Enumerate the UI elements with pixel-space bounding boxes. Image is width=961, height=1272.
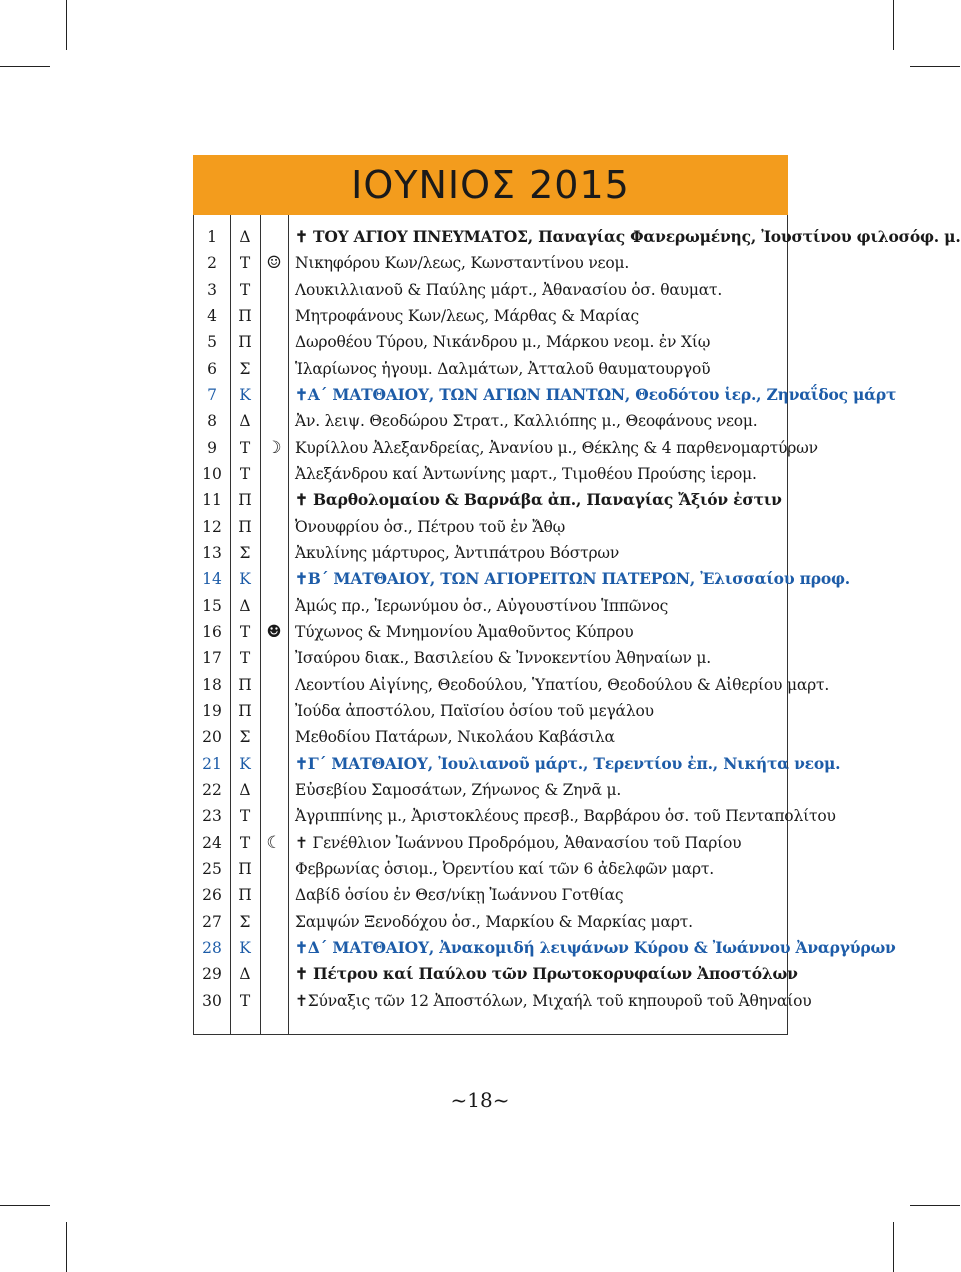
calendar-row bbox=[194, 408, 787, 434]
weekday-letter: Σ bbox=[239, 912, 251, 931]
feast-text: Ὀνουφρίου ὁσ., Πέτρου τοῦ ἐν Ἄθῳ bbox=[295, 517, 566, 536]
day-number: 28 bbox=[202, 938, 222, 957]
calendar-row bbox=[194, 566, 850, 592]
calendar-row bbox=[194, 487, 787, 513]
day-number: 3 bbox=[207, 280, 217, 299]
feast-text: ✝ Πέτρου καί Παύλου τῶν Πρωτοκορυφαίων Ἀποστόλων bbox=[295, 964, 798, 984]
calendar-row bbox=[194, 856, 787, 882]
calendar-row bbox=[194, 988, 812, 1014]
feast-text: ✝Α΄ ΜΑΤΘΑΙΟΥ, ΤΩΝ ΑΓΙΩΝ ΠΑΝΤΩΝ, Θεοδότου ἱερ., Ζηναΐδος μάρτ bbox=[295, 384, 897, 404]
crop-mark bbox=[910, 1205, 960, 1206]
day-number: 12 bbox=[202, 517, 222, 536]
feast-text: Ἀλεξάνδρου καί Ἀντωνίνης μαρτ., Τιμοθέου Προύσης ἱερομ. bbox=[295, 464, 757, 483]
calendar-row bbox=[194, 303, 787, 329]
calendar-row bbox=[194, 540, 787, 566]
calendar-row bbox=[194, 224, 961, 250]
feast-text: ✝ ΤΟΥ ΑΓΙΟΥ ΠΝΕΥΜΑΤΟΣ, Παναγίας Φανερωμένης, Ἰουστίνου φιλοσόφ. μ. bbox=[295, 227, 961, 246]
weekday-letter: Τ bbox=[239, 991, 251, 1010]
day-number: 9 bbox=[207, 438, 217, 457]
weekday-letter: Κ bbox=[239, 938, 251, 957]
day-number: 22 bbox=[202, 780, 222, 799]
day-number: 5 bbox=[207, 333, 217, 352]
crop-mark bbox=[910, 66, 960, 67]
day-number: 21 bbox=[202, 754, 222, 773]
day-number: 26 bbox=[202, 886, 222, 905]
moon-phase-icon: ☺ bbox=[266, 253, 282, 274]
weekday-letter: Κ bbox=[239, 754, 251, 773]
moon-phase-icon: ☽ bbox=[266, 437, 282, 458]
weekday-letter: Τ bbox=[239, 649, 251, 668]
weekday-letter: Π bbox=[238, 675, 252, 694]
calendar-row bbox=[194, 619, 787, 645]
feast-text: Δαβίδ ὁσίου ἐν Θεσ/νίκῃ Ἰωάννου Γοτθίας bbox=[295, 886, 624, 905]
crop-mark bbox=[0, 1205, 50, 1206]
day-number: 11 bbox=[202, 491, 222, 510]
day-number: 24 bbox=[202, 833, 222, 852]
weekday-letter: Τ bbox=[239, 280, 251, 299]
calendar-row bbox=[194, 672, 830, 698]
weekday-letter: Δ bbox=[239, 228, 251, 246]
calendar-row bbox=[194, 935, 896, 961]
day-number: 16 bbox=[202, 622, 222, 641]
weekday-letter: Π bbox=[238, 306, 252, 325]
day-number: 29 bbox=[202, 965, 222, 984]
month-title: ΙΟΥΝΙΟΣ 2015 bbox=[351, 163, 630, 207]
day-number: 18 bbox=[202, 675, 222, 694]
feast-text: Τύχωνος & Μνημονίου Ἀμαθοῦντος Κύπρου bbox=[295, 622, 634, 641]
calendar-row bbox=[194, 435, 818, 461]
calendar-row bbox=[194, 277, 787, 303]
weekday-letter: Τ bbox=[239, 438, 251, 457]
feast-text: Ἀγριππίνης μ., Ἀριστοκλέους πρεσβ., Βαρβάρου ὁσ. τοῦ Πενταπολίτου bbox=[295, 807, 836, 826]
calendar-row bbox=[194, 777, 787, 803]
day-number: 14 bbox=[202, 570, 222, 589]
feast-text: Ἀκυλίνης μάρτυρος, Ἀντιπάτρου Βόστρων bbox=[295, 543, 620, 562]
feast-text: ✝Γ΄ ΜΑΤΘΑΙΟΥ, Ἰουλιανοῦ μάρτ., Τερεντίου ἐπ., Νικήτα νεομ. bbox=[295, 753, 841, 773]
weekday-letter: Π bbox=[238, 701, 252, 720]
day-number: 4 bbox=[207, 306, 217, 325]
calendar-row bbox=[194, 803, 836, 829]
day-number: 15 bbox=[202, 596, 222, 615]
calendar-row bbox=[194, 698, 787, 724]
calendar-row bbox=[194, 356, 787, 382]
feast-text: Ἱλαρίωνος ἡγουμ. Δαλμάτων, Ἀτταλοῦ θαυματουργοῦ bbox=[295, 359, 711, 378]
crop-mark bbox=[66, 0, 67, 50]
day-number: 19 bbox=[202, 701, 222, 720]
feast-text: Εὐσεβίου Σαμοσάτων, Ζήνωνος & Ζηνᾶ μ. bbox=[295, 780, 622, 799]
weekday-letter: Π bbox=[238, 333, 252, 352]
weekday-letter: Κ bbox=[239, 385, 251, 404]
weekday-letter: Π bbox=[238, 491, 252, 510]
day-number: 20 bbox=[202, 728, 222, 747]
weekday-letter: Τ bbox=[239, 622, 251, 641]
feast-text: Μητροφάνους Κων/λεως, Μάρθας & Μαρίας bbox=[295, 306, 640, 325]
calendar-row bbox=[194, 514, 787, 540]
moon-phase-icon: ☻ bbox=[266, 621, 282, 642]
weekday-letter: Κ bbox=[239, 570, 251, 589]
day-number: 1 bbox=[207, 228, 217, 246]
feast-text: Ἰσαύρου διακ., Βασιλείου & Ἰννοκεντίου Ἀθηναίων μ. bbox=[295, 649, 712, 668]
weekday-letter: Δ bbox=[239, 780, 251, 799]
calendar-row bbox=[194, 961, 798, 987]
weekday-letter: Τ bbox=[239, 464, 251, 483]
day-number: 10 bbox=[202, 464, 222, 483]
feast-text: Λεοντίου Αἰγίνης, Θεοδούλου, Ὑπατίου, Θεοδούλου & Αἰθερίου μαρτ. bbox=[295, 675, 830, 694]
weekday-letter: Τ bbox=[239, 833, 251, 852]
weekday-letter: Π bbox=[238, 517, 252, 536]
feast-text: ✝Δ΄ ΜΑΤΘΑΙΟΥ, Ἀνακομιδή λειψάνων Κύρου & Ἰωάννου Ἀναργύρων bbox=[295, 937, 896, 957]
calendar-row bbox=[194, 329, 787, 355]
day-number: 30 bbox=[202, 991, 222, 1010]
day-number: 17 bbox=[202, 649, 222, 668]
page-number: ~18~ bbox=[450, 1088, 510, 1112]
calendar-row bbox=[194, 382, 897, 408]
feast-text: Σαμψών Ξενοδόχου ὁσ., Μαρκίου & Μαρκίας μαρτ. bbox=[295, 912, 693, 931]
calendar-row bbox=[194, 461, 787, 487]
day-number: 8 bbox=[207, 412, 217, 431]
moon-phase-icon: ☾ bbox=[266, 832, 282, 853]
feast-text: Ἀν. λειψ. Θεοδώρου Στρατ., Καλλιόπης μ., Θεοφάνους νεομ. bbox=[295, 412, 758, 431]
calendar-row bbox=[194, 724, 787, 750]
calendar-row bbox=[194, 593, 787, 619]
weekday-letter: Δ bbox=[239, 412, 251, 431]
weekday-letter: Π bbox=[238, 886, 252, 905]
weekday-letter: Σ bbox=[239, 359, 251, 378]
weekday-letter: Τ bbox=[239, 807, 251, 826]
feast-text: Ἰούδα ἀποστόλου, Παϊσίου ὁσίου τοῦ μεγάλου bbox=[295, 701, 654, 720]
feast-text: ✝Β΄ ΜΑΤΘΑΙΟΥ, ΤΩΝ ΑΓΙΟΡΕΙΤΩΝ ΠΑΤΕΡΩΝ, Ἐλισσαίου προφ. bbox=[295, 569, 850, 589]
day-number: 23 bbox=[202, 807, 222, 826]
day-number: 6 bbox=[207, 359, 217, 378]
day-number: 7 bbox=[207, 385, 217, 404]
crop-mark bbox=[66, 1222, 67, 1272]
feast-text: ✝ Βαρθολομαίου & Βαρνάβα ἀπ., Παναγίας Ἄξιόν ἐστιν bbox=[295, 490, 782, 510]
feast-text: Νικηφόρου Κων/λεως, Κωνσταντίνου νεομ. bbox=[295, 254, 630, 273]
weekday-letter: Σ bbox=[239, 543, 251, 562]
month-header bbox=[193, 155, 788, 215]
feast-text: Φεβρωνίας ὁσιομ., Ὀρεντίου καί τῶν 6 ἀδελφῶν μαρτ. bbox=[295, 859, 714, 878]
weekday-letter: Σ bbox=[239, 728, 251, 747]
crop-mark bbox=[893, 0, 894, 50]
weekday-letter: Τ bbox=[239, 254, 251, 273]
feast-text: Λουκιλλιανοῦ & Παύλης μάρτ., Ἀθανασίου ὁσ. θαυματ. bbox=[295, 280, 723, 299]
calendar-rows bbox=[194, 224, 961, 1014]
calendar-row bbox=[194, 830, 787, 856]
feast-text: Ἀμώς πρ., Ἱερωνύμου ὁσ., Αὐγουστίνου Ἱππῶνος bbox=[295, 596, 669, 615]
calendar-row bbox=[194, 250, 787, 276]
calendar-table bbox=[193, 215, 961, 1035]
calendar-row bbox=[194, 645, 787, 671]
feast-text: Δωροθέου Τύρου, Νικάνδρου μ., Μάρκου νεομ. ἐν Χίῳ bbox=[295, 333, 711, 352]
day-number: 2 bbox=[207, 254, 217, 273]
weekday-letter: Π bbox=[238, 859, 252, 878]
calendar-row bbox=[194, 751, 841, 777]
crop-mark bbox=[893, 1222, 894, 1272]
calendar-row bbox=[194, 882, 787, 908]
feast-text: Κυρίλλου Ἀλεξανδρείας, Ἀνανίου μ., Θέκλης & 4 παρθενομαρτύρων bbox=[295, 438, 818, 457]
feast-text: Μεθοδίου Πατάρων, Νικολάου Καβάσιλα bbox=[295, 728, 615, 747]
weekday-letter: Δ bbox=[239, 965, 251, 984]
day-number: 13 bbox=[202, 543, 222, 562]
feast-text: ✝ Γενέθλιον Ἰωάννου Προδρόμου, Ἀθανασίου τοῦ Παρίου bbox=[295, 833, 742, 852]
calendar-row bbox=[194, 909, 787, 935]
crop-mark bbox=[0, 66, 50, 67]
feast-text: ✝Σύναξις τῶν 12 Ἀποστόλων, Μιχαήλ τοῦ κηπουροῦ τοῦ Ἀθηναίου bbox=[295, 991, 812, 1010]
weekday-letter: Δ bbox=[239, 596, 251, 615]
day-number: 27 bbox=[202, 912, 222, 931]
day-number: 25 bbox=[202, 859, 222, 878]
